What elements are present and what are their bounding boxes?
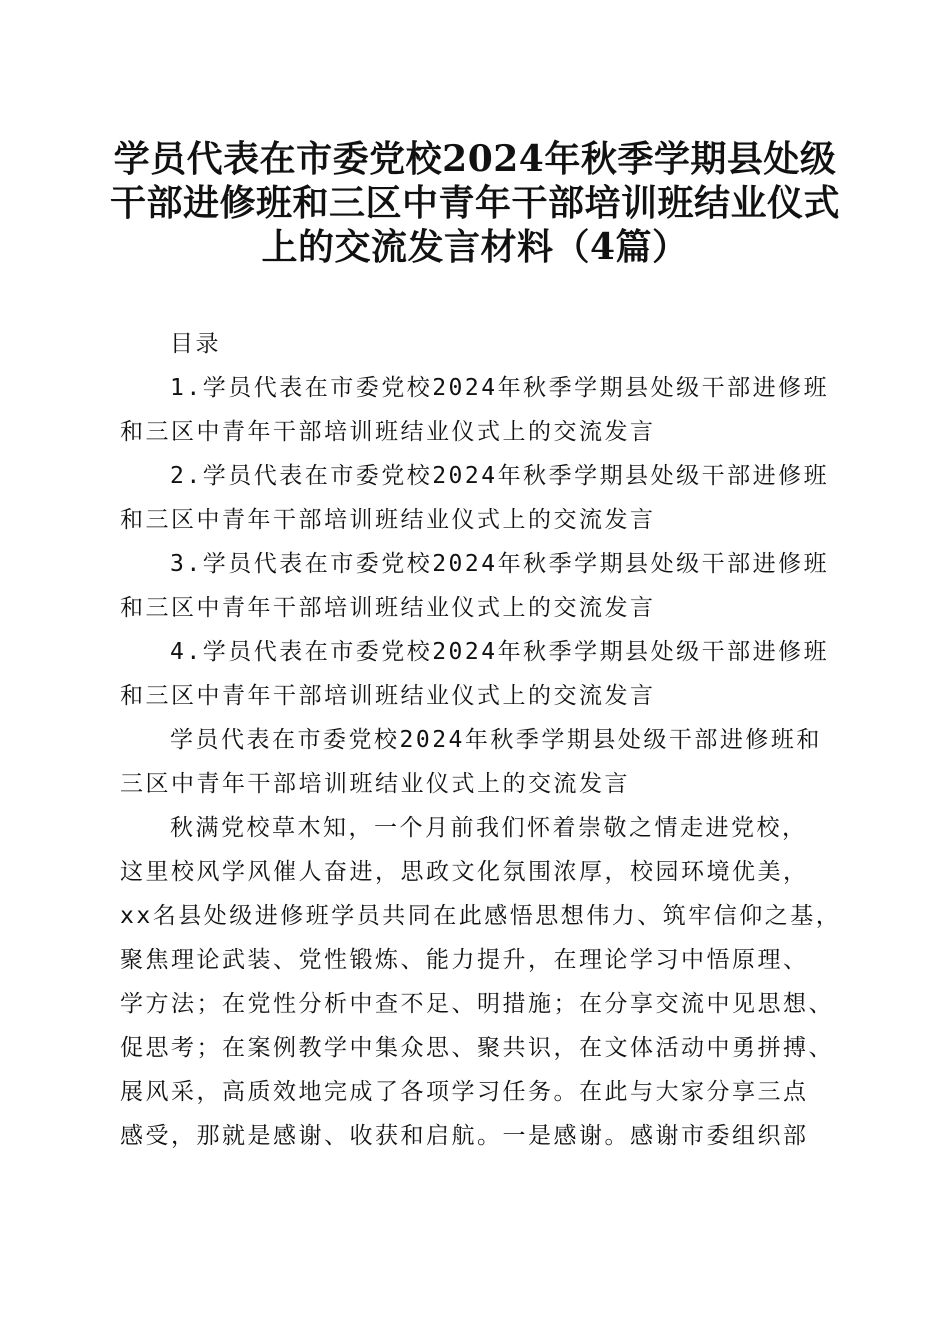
- toc-item: [120, 542, 840, 630]
- body-line: 展风采，高质效地完成了各项学习任务。在此与大家分享三点: [120, 1079, 809, 1105]
- body-line: 感受，那就是感谢、收获和启航。一是感谢。感谢市委组织部: [120, 1123, 809, 1149]
- title-line: 干部进修班和三区中青年干部培训班结业仪式: [109, 182, 840, 224]
- body-line: 这里校风学风催人奋进，思政文化氛围浓厚，校园环境优美，: [120, 859, 809, 885]
- section-title-line: 三区中青年干部培训班结业仪式上的交流发言: [120, 771, 630, 797]
- title-line: 上的交流发言材料（4篇）: [261, 226, 689, 268]
- body-paragraph: [120, 806, 840, 1158]
- body-line: 聚焦理论武装、党性锻炼、能力提升，在理论学习中悟原理、: [120, 947, 809, 973]
- toc-item-line: 1.学员代表在市委党校2024年秋季学期县处级干部进修班: [170, 375, 830, 401]
- section-title: [120, 718, 840, 806]
- document-body: [120, 322, 840, 1158]
- body-line: 学方法；在党性分析中查不足、明措施；在分享交流中见思想、: [120, 991, 834, 1017]
- section-title-line: 学员代表在市委党校2024年秋季学期县处级干部进修班和: [170, 727, 822, 753]
- body-line: xx名县处级进修班学员共同在此感悟思想伟力、筑牢信仰之基，: [120, 903, 842, 929]
- title-line: 学员代表在市委党校2024年秋季学期县处级: [113, 138, 837, 180]
- toc-item-line: 4.学员代表在市委党校2024年秋季学期县处级干部进修班: [170, 639, 830, 665]
- toc-heading-text: 目录: [170, 331, 221, 357]
- toc-item-line: 和三区中青年干部培训班结业仪式上的交流发言: [120, 419, 656, 445]
- body-line: 秋满党校草木知，一个月前我们怀着崇敬之情走进党校，: [170, 815, 808, 841]
- toc-item: [120, 630, 840, 718]
- toc-heading: [120, 322, 840, 366]
- toc-item-line: 3.学员代表在市委党校2024年秋季学期县处级干部进修班: [170, 551, 830, 577]
- document-title: [100, 137, 850, 269]
- toc-item: [120, 366, 840, 454]
- toc-item-line: 和三区中青年干部培训班结业仪式上的交流发言: [120, 507, 656, 533]
- toc-item-line: 和三区中青年干部培训班结业仪式上的交流发言: [120, 683, 656, 709]
- toc-item-line: 2.学员代表在市委党校2024年秋季学期县处级干部进修班: [170, 463, 830, 489]
- body-line: 促思考；在案例教学中集众思、聚共识，在文体活动中勇拼搏、: [120, 1035, 834, 1061]
- toc-item: [120, 454, 840, 542]
- toc-item-line: 和三区中青年干部培训班结业仪式上的交流发言: [120, 595, 656, 621]
